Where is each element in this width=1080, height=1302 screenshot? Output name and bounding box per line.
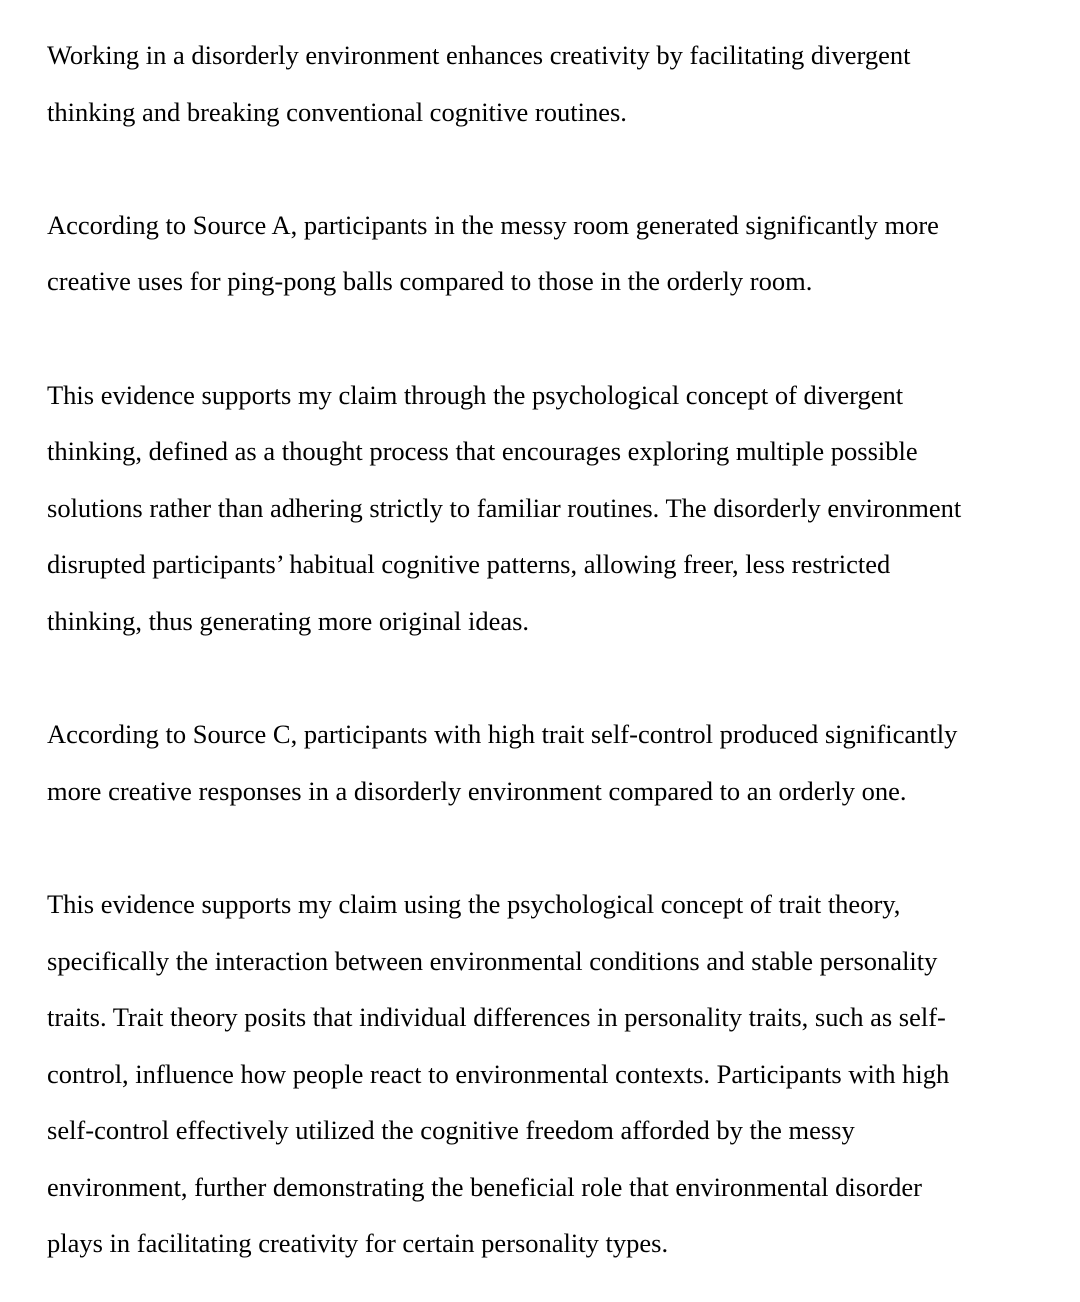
text-line: This evidence supports my claim through the psychological concept of divergent [47, 379, 904, 410]
document-page [47, 27, 1062, 1272]
trait-theory-paragraph [47, 876, 1062, 1272]
text-line: solutions rather than adhering strictly to familiar routines. The disorderly environment [47, 492, 962, 523]
text-line: Working in a disorderly environment enhances creativity by facilitating divergent [47, 40, 911, 70]
divergent-thinking-paragraph [47, 367, 1062, 650]
text-line: This evidence supports my claim using the psychological concept of trait theory, [47, 888, 901, 919]
text-line: thinking, thus generating more original ideas. [47, 605, 530, 636]
text-line: According to Source C, participants with high trait self-control produced significantly [47, 719, 958, 750]
text-line: specifically the interaction between environmental conditions and stable personality [47, 945, 938, 976]
paragraph-spacer [47, 310, 1062, 367]
paragraph-spacer [47, 650, 1062, 707]
text-line: thinking and breaking conventional cognitive routines. [47, 96, 627, 127]
text-line: control, influence how people react to environmental contexts. Participants with high [47, 1058, 950, 1089]
paragraph-spacer [47, 819, 1062, 876]
claim-paragraph [47, 27, 1062, 140]
text-line: traits. Trait theory posits that individual differences in personality traits, such as self- [47, 1002, 946, 1033]
text-line: creative uses for ping-pong balls compared to those in the orderly room. [47, 266, 813, 297]
text-line: environment, further demonstrating the beneficial role that environmental disorder [47, 1171, 922, 1202]
text-line: thinking, defined as a thought process that encourages exploring multiple possible [47, 436, 918, 467]
source-a-evidence-paragraph [47, 197, 1062, 310]
text-line: According to Source A, participants in the messy room generated significantly more [47, 209, 939, 240]
text-line: more creative responses in a disorderly environment compared to an orderly one. [47, 775, 907, 806]
text-line: disrupted participants’ habitual cognitive patterns, allowing freer, less restricted [47, 549, 891, 580]
source-c-evidence-paragraph [47, 706, 1062, 819]
paragraph-spacer [47, 140, 1062, 197]
text-line: plays in facilitating creativity for certain personality types. [47, 1228, 669, 1259]
text-line: self-control effectively utilized the cognitive freedom afforded by the messy [47, 1115, 855, 1146]
